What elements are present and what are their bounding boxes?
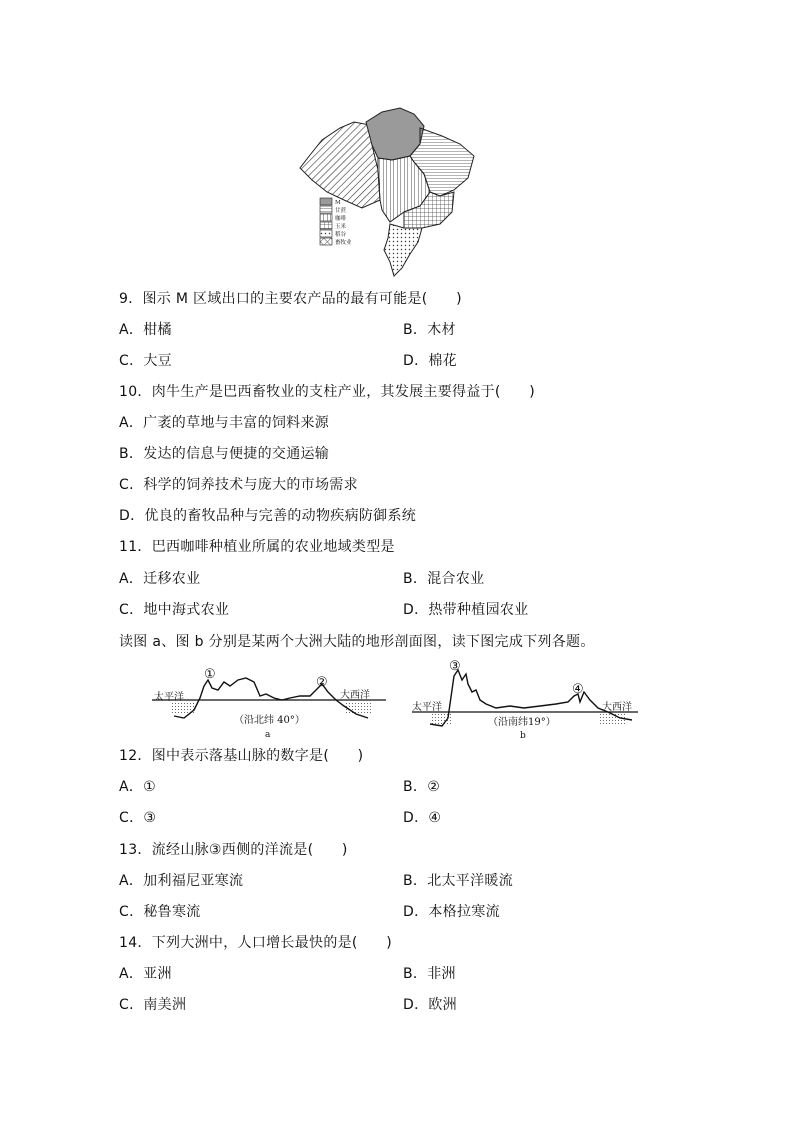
legend-label-sugarcane: 甘蔗 [335,208,347,214]
q10-stem: 10．肉牛生产是巴西畜牧业的支柱产业，其发展主要得益于( ) [119,384,536,400]
q12-option-a: A．① [119,779,157,795]
profile-b-marker-4: ④ [572,682,584,697]
profile-b-left-ocean: 太平洋 [412,702,442,713]
q14-option-a: A．亚洲 [119,966,172,982]
q14-stem: 14．下列大洲中，人口增长最快的是( ) [119,935,393,951]
legend-label-coffee: 咖啡 [335,216,347,222]
q14-option-d: D．欧洲 [403,997,457,1013]
q12-stem: 12．图中表示落基山脉的数字是( ) [119,748,364,764]
q13-option-d: D．本格拉寒流 [403,904,500,920]
q9-stem: 9．图示 M 区域出口的主要农产品的最有可能是( ) [119,291,462,307]
q9-option-c: C．大豆 [119,353,172,369]
legend-label-m: M [335,200,341,206]
q13-option-c: C．秘鲁寒流 [119,904,201,920]
q11-stem: 11．巴西咖啡种植业所属的农业地域类型是 [119,539,395,555]
profile-b-right-ocean: 大西洋 [602,702,632,713]
legend-label-livestock: 畜牧业 [335,240,352,246]
q10-option-c: C．科学的饲养技术与庞大的市场需求 [119,477,358,493]
q13-option-b: B．北太平洋暖流 [403,873,514,889]
profile-a-sublabel: a [265,730,271,740]
q12-option-c: C．③ [119,810,157,826]
q11-option-c: C．地中海式农业 [119,602,230,618]
q12-option-d: D．④ [403,810,442,826]
profile-intro: 读图 a、图 b 分别是某两个大洲大陆的地形剖面图，读下图完成下列各题。 [119,634,595,650]
profile-b-sublabel: b [520,731,526,741]
profile-b-marker-3: ③ [449,659,461,674]
q14-option-b: B．非洲 [403,966,456,982]
profile-a-figure [150,660,390,740]
profile-a-right-ocean: 大西洋 [340,690,370,701]
profile-a-caption: （沿北纬 40°） [234,715,305,726]
q10-option-b: B．发达的信息与便捷的交通运输 [119,446,330,462]
q13-option-a: A．加利福尼亚寒流 [119,873,244,889]
q9-option-b: B．木材 [403,322,456,338]
q11-option-d: D．热带种植园农业 [403,602,529,618]
q12-option-b: B．② [403,779,441,795]
q10-option-d: D．优良的畜牧品种与完善的动物疾病防御系统 [119,508,417,524]
q11-option-a: A．迁移农业 [119,571,201,587]
q9-option-d: D．棉花 [403,353,457,369]
brazil-agriculture-map [292,100,492,280]
profile-a-left-ocean: 太平洋 [154,692,184,703]
region-northwest [300,122,380,208]
q13-stem: 13．流经山脉③西侧的洋流是( ) [119,842,348,858]
profile-b-caption: （沿南纬19°） [488,717,556,728]
q11-option-b: B．混合农业 [403,571,485,587]
legend-label-rice: 稻谷 [335,232,347,238]
map-legend [320,198,352,246]
q9-option-a: A．柑橘 [119,322,172,338]
q14-option-c: C．南美洲 [119,997,187,1013]
profile-a-marker-2: ② [316,675,328,690]
q10-option-a: A．广袤的草地与丰富的饲料来源 [119,415,330,431]
legend-label-corn: 玉米 [335,224,347,230]
profile-a-marker-1: ① [204,667,216,682]
profile-b-figure [410,656,642,742]
region-south [384,224,422,276]
